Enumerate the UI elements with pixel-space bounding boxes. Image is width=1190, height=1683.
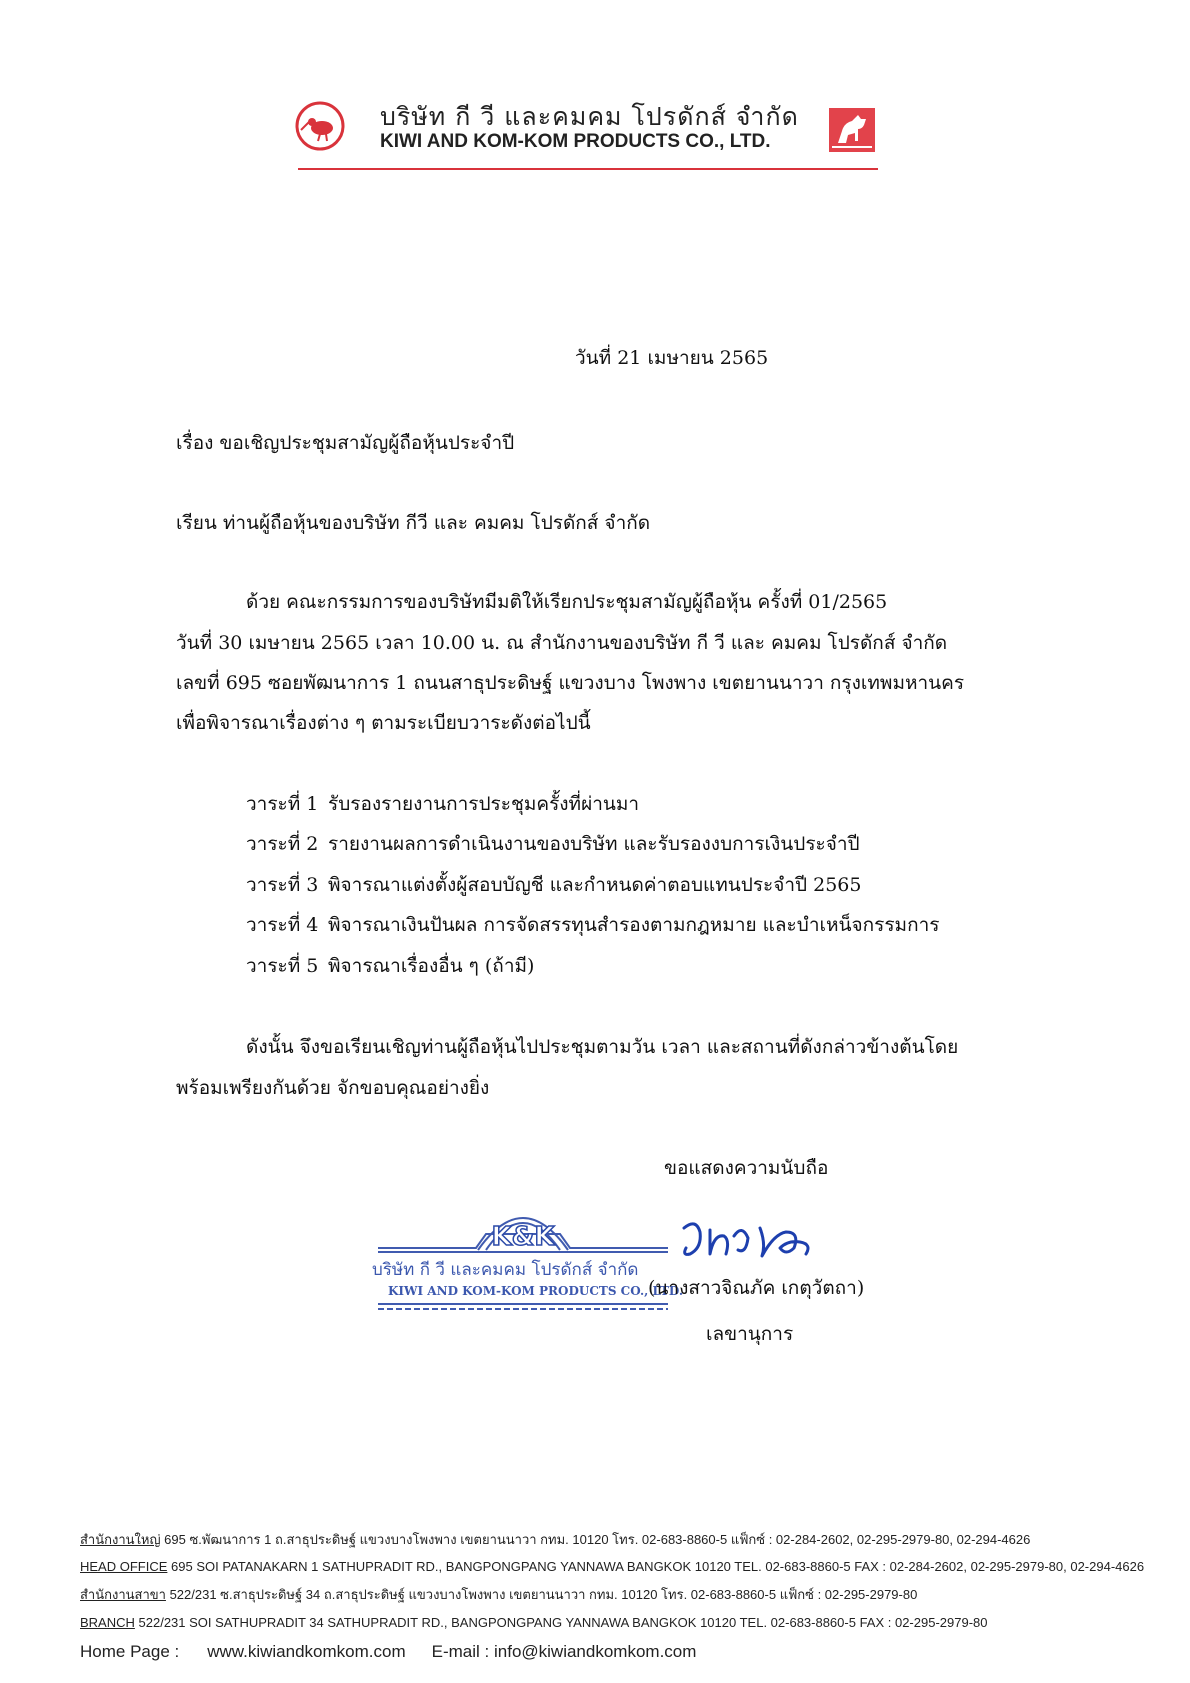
- email-label: E-mail :: [431, 1642, 490, 1661]
- horse-logo-icon: [828, 107, 876, 153]
- stamp-company-english: KIWI AND KOM-KOM PRODUCTS CO., LTD.: [388, 1284, 684, 1298]
- footer-branch-english: [80, 1615, 988, 1631]
- home-page-link[interactable]: www.kiwiandkomkom.com: [207, 1642, 406, 1661]
- agenda-text: พิจารณาเงินปันผล การจัดสรรทุนสำรองตามกฎหมาย และบำเหน็จกรรมการ: [328, 914, 940, 936]
- footer-label: BRANCH: [80, 1615, 135, 1630]
- agenda-text: พิจารณาแต่งตั้งผู้สอบบัญชี และกำหนดค่าตอบแทนประจำปี 2565: [328, 874, 862, 896]
- footer-address: 522/231 ซ.สาธุประดิษฐ์ 34 ถ.สาธุประดิษฐ์ แขวงบางโพงพาง เขตยานนาวา กทม. 10120 โทร. 02-683-8860-5 แฟ็กซ์ : 02-295-2979-80: [165, 1587, 918, 1602]
- footer-head-office-thai: [80, 1532, 1030, 1548]
- letterhead-divider: [298, 168, 878, 170]
- footer-branch-thai: [80, 1587, 917, 1603]
- footer-label: HEAD OFFICE: [80, 1559, 168, 1574]
- agenda-text: รายงานผลการดำเนินงานของบริษัท และรับรองงบการเงินประจำปี: [328, 833, 860, 855]
- agenda-item: [246, 913, 939, 937]
- signatory-name: (นางสาวจิณภัค เกตุวัตถา): [648, 1277, 865, 1299]
- footer-address: 695 SOI PATANAKARN 1 SATHUPRADIT RD., BANGPONGPANG YANNAWA BANGKOK 10120 TEL. 02-683-8860-5 FAX : 02-284-2602, 02-295-2979-80, 02-294-4626: [167, 1559, 1145, 1574]
- agenda-item: [246, 792, 639, 816]
- agenda-number: วาระที่ 3: [246, 874, 319, 896]
- letter-date: วันที่ 21 เมษายน 2565: [575, 347, 769, 369]
- kiwi-bird-logo-icon: [294, 100, 346, 152]
- paragraph-line: ด้วย คณะกรรมการของบริษัทมีมติให้เรียกประชุมสามัญผู้ถือหุ้น ครั้งที่ 01/2565: [246, 591, 888, 613]
- agenda-number: วาระที่ 1: [246, 793, 319, 815]
- agenda-number: วาระที่ 2: [246, 833, 319, 855]
- footer-head-office-english: [80, 1559, 1144, 1575]
- agenda-text: รับรองรายงานการประชุมครั้งที่ผ่านมา: [328, 793, 640, 815]
- company-name-thai: บริษัท กี วี และคมคม โปรดักส์ จำกัด: [380, 102, 799, 131]
- stamp-company-thai: บริษัท กี วี และคมคม โปรดักส์ จำกัด: [372, 1260, 639, 1280]
- footer-label: สำนักงานสาขา: [80, 1587, 166, 1602]
- company-stamp: [378, 1176, 668, 1326]
- footer-contact: [80, 1642, 696, 1662]
- closing-line: ดังนั้น จึงขอเรียนเชิญท่านผู้ถือหุ้นไปประชุมตามวัน เวลา และสถานที่ดังกล่าวข้างต้นโดย: [246, 1036, 959, 1058]
- handwritten-signature: [676, 1214, 836, 1270]
- paragraph-line: เพื่อพิจารณาเรื่องต่าง ๆ ตามระเบียบวาระดังต่อไปนี้: [176, 712, 591, 734]
- company-name-english: KIWI AND KOM-KOM PRODUCTS CO., LTD.: [380, 131, 771, 152]
- signatory-title: เลขานุการ: [706, 1323, 794, 1345]
- letter-subject: เรื่อง ขอเชิญประชุมสามัญผู้ถือหุ้นประจำปี: [176, 432, 515, 454]
- closing-line: พร้อมเพรียงกันด้วย จักขอบคุณอย่างยิ่ง: [176, 1077, 490, 1099]
- agenda-text: พิจารณาเรื่องอื่น ๆ (ถ้ามี): [328, 955, 535, 977]
- regards-line: ขอแสดงความนับถือ: [664, 1157, 829, 1179]
- agenda-number: วาระที่ 4: [246, 914, 319, 936]
- agenda-item: [246, 954, 534, 978]
- stamp-monogram: K&K: [491, 1222, 555, 1252]
- footer-address: 522/231 SOI SATHUPRADIT 34 SATHUPRADIT RD., BANGPONGPANG YANNAWA BANGKOK 10120 TEL. 02-683-8860-5 FAX : 02-295-2979-80: [134, 1615, 988, 1630]
- footer-address: 695 ซ.พัฒนาการ 1 ถ.สาธุประดิษฐ์ แขวงบางโพงพาง เขตยานนาวา กทม. 10120 โทร. 02-683-8860-5 แฟ็กซ์ : 02-284-2602, 02-295-2979-80, 02-294-4626: [160, 1532, 1031, 1547]
- email-link[interactable]: info@kiwiandkomkom.com: [493, 1642, 697, 1661]
- agenda-item: [246, 832, 860, 856]
- agenda-number: วาระที่ 5: [246, 955, 319, 977]
- footer-label: สำนักงานใหญ่: [80, 1532, 161, 1547]
- paragraph-line: วันที่ 30 เมษายน 2565 เวลา 10.00 น. ณ สำนักงานของบริษัท กี วี และ คมคม โปรดักส์ จำกัด: [176, 632, 948, 654]
- letter-recipient: เรียน ท่านผู้ถือหุ้นของบริษัท กีวี และ คมคม โปรดักส์ จำกัด: [176, 512, 651, 534]
- agenda-item: [246, 873, 861, 897]
- paragraph-line: เลขที่ 695 ซอยพัฒนาการ 1 ถนนสาธุประดิษฐ์ แขวงบาง โพงพาง เขตยานนาวา กรุงเทพมหานคร: [176, 672, 965, 694]
- home-page-label: Home Page :: [80, 1642, 180, 1661]
